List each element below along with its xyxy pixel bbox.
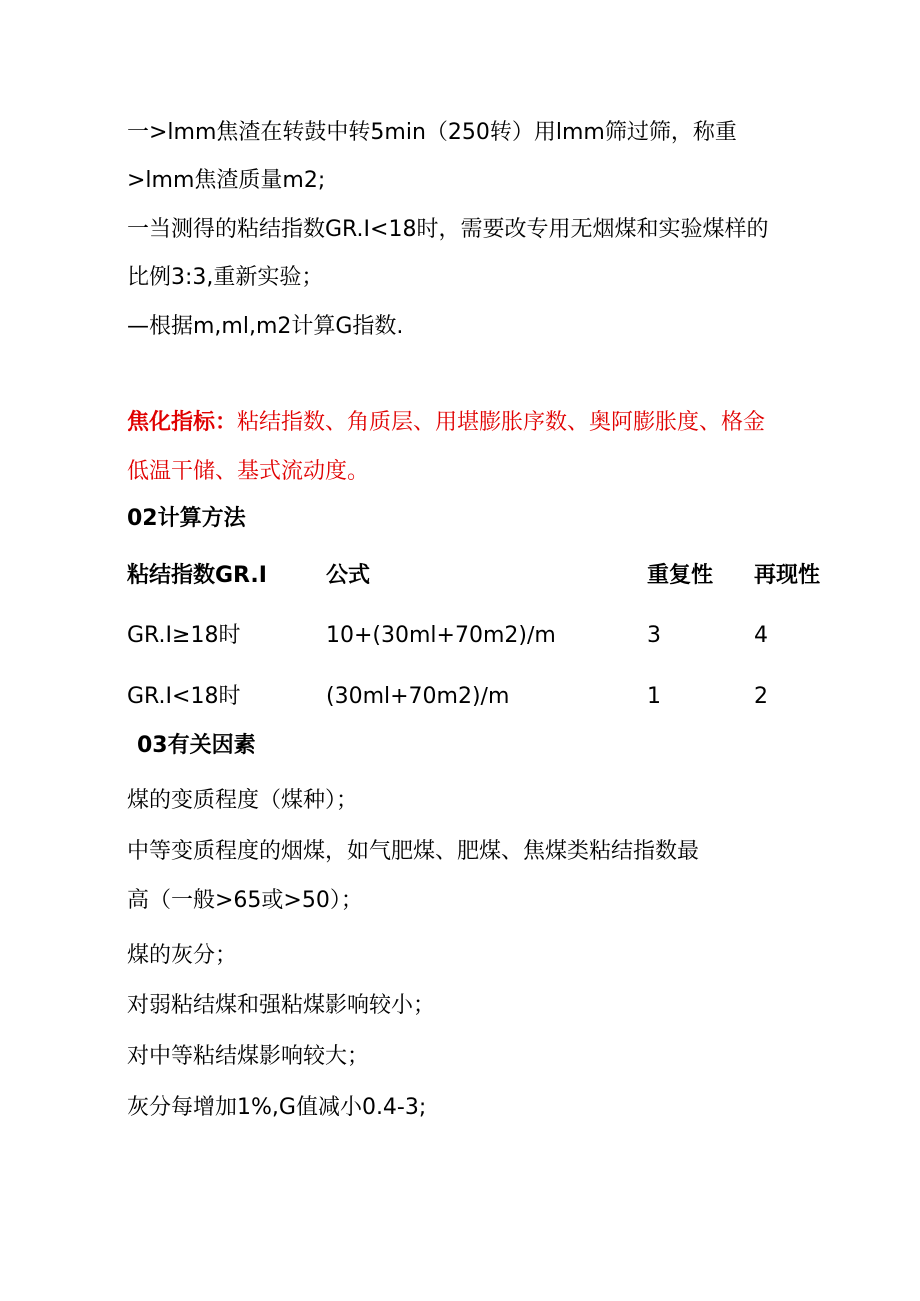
procedure-line-2: >lmm焦渣质量m2;: [127, 168, 326, 193]
table-cell-formula: 10+(30ml+70m2)∕m: [326, 623, 556, 648]
table-cell-condition: GR.I≥18时: [127, 623, 241, 648]
table-cell-reproducibility: 2: [754, 684, 768, 709]
factor-line-7: 灰分每增加1%,G值减小0.4-3;: [127, 1095, 427, 1120]
table-header-reproducibility: 再现性: [754, 563, 821, 588]
table-cell-repeatability: 3: [647, 623, 661, 648]
procedure-line-5: —根据m,ml,m2计算G指数.: [127, 314, 404, 339]
coking-indices-list: 粘结指数、角质层、用堪膨胀序数、奥阿膨胀度、格金: [237, 410, 766, 435]
coking-indices-line-2: 低温干储、基式流动度。: [127, 459, 370, 484]
coking-indices-label: 焦化指标：: [127, 410, 238, 435]
table-header-formula: 公式: [326, 563, 371, 588]
procedure-line-1: 一>lmm焦渣在转鼓中转5min（250转）用lmm筛过筛，称重: [127, 120, 737, 145]
table-header-index: 粘结指数GR.I: [127, 563, 267, 588]
factor-line-4: 煤的灰分；: [127, 943, 238, 968]
factor-line-1: 煤的变质程度（煤种）；: [127, 788, 359, 813]
coking-indices-line-1: [127, 408, 765, 438]
table-cell-condition: GR.I<18时: [127, 684, 241, 709]
procedure-line-3: 一当测得的粘结指数GR.I<18时，需要改专用无烟煤和实验煤样的: [127, 217, 769, 242]
section-02-heading: 02计算方法: [127, 506, 246, 531]
table-header-repeatability: 重复性: [647, 563, 714, 588]
factor-line-3: 高（一般>65或>50）；: [127, 888, 363, 913]
factor-line-2: 中等变质程度的烟煤，如气肥煤、肥煤、焦煤类粘结指数最: [127, 839, 700, 864]
procedure-line-4: 比例3:3,重新实验；: [127, 265, 324, 290]
factor-line-5: 对弱粘结煤和强粘煤影响较小；: [127, 993, 436, 1018]
table-cell-formula: (30ml+70m2)∕m: [326, 684, 510, 709]
factor-line-6: 对中等粘结煤影响较大；: [127, 1044, 370, 1069]
section-03-heading: 03有关因素: [137, 733, 256, 758]
table-cell-reproducibility: 4: [754, 623, 768, 648]
table-cell-repeatability: 1: [647, 684, 661, 709]
